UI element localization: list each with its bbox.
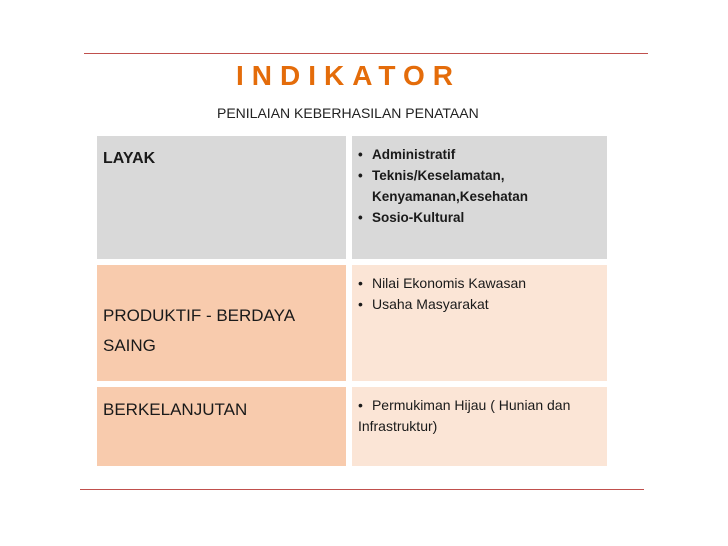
bullet-icon: • <box>357 210 363 225</box>
indicator-cell <box>97 262 349 384</box>
bullet-icon: • <box>357 397 363 413</box>
indicator-cell <box>97 384 349 466</box>
list-item <box>358 165 601 207</box>
indicator-label: LAYAK <box>103 150 156 167</box>
list-item <box>358 395 601 437</box>
top-divider <box>84 53 648 54</box>
criteria-cell <box>349 262 607 384</box>
criteria-cell <box>349 384 607 466</box>
bullet-icon: • <box>357 168 363 183</box>
bullet-icon: • <box>357 275 363 291</box>
bottom-divider <box>80 489 644 490</box>
table-row <box>97 262 607 384</box>
indicator-cell <box>97 136 349 262</box>
list-item <box>358 294 601 315</box>
criteria-list <box>358 395 601 437</box>
criteria-text: Permukiman Hijau ( Hunian dan Infrastruktur) <box>357 397 571 434</box>
list-item <box>358 144 601 165</box>
bullet-icon: • <box>357 296 363 312</box>
criteria-text: Usaha Masyarakat <box>371 296 489 312</box>
indicator-label: BERKELANJUTAN <box>103 400 248 419</box>
criteria-text: Administratif <box>371 147 456 162</box>
list-item <box>358 273 601 294</box>
criteria-text: Nilai Ekonomis Kawasan <box>371 275 527 291</box>
indicator-table <box>97 136 607 466</box>
criteria-text: Sosio-Kultural <box>371 210 465 225</box>
list-item <box>358 207 601 228</box>
criteria-list <box>358 273 601 315</box>
slide-subtitle: PENILAIAN KEBERHASILAN PENATAAN <box>217 105 479 121</box>
slide-title: INDIKATOR <box>236 60 461 91</box>
criteria-cell <box>349 136 607 262</box>
table-row <box>97 384 607 466</box>
bullet-icon: • <box>357 147 363 162</box>
table-row <box>97 136 607 262</box>
criteria-list <box>358 144 601 228</box>
criteria-text: Teknis/Keselamatan, Kenyamanan,Kesehatan <box>371 168 529 204</box>
indicator-label: PRODUKTIF - BERDAYA SAING <box>103 306 295 355</box>
